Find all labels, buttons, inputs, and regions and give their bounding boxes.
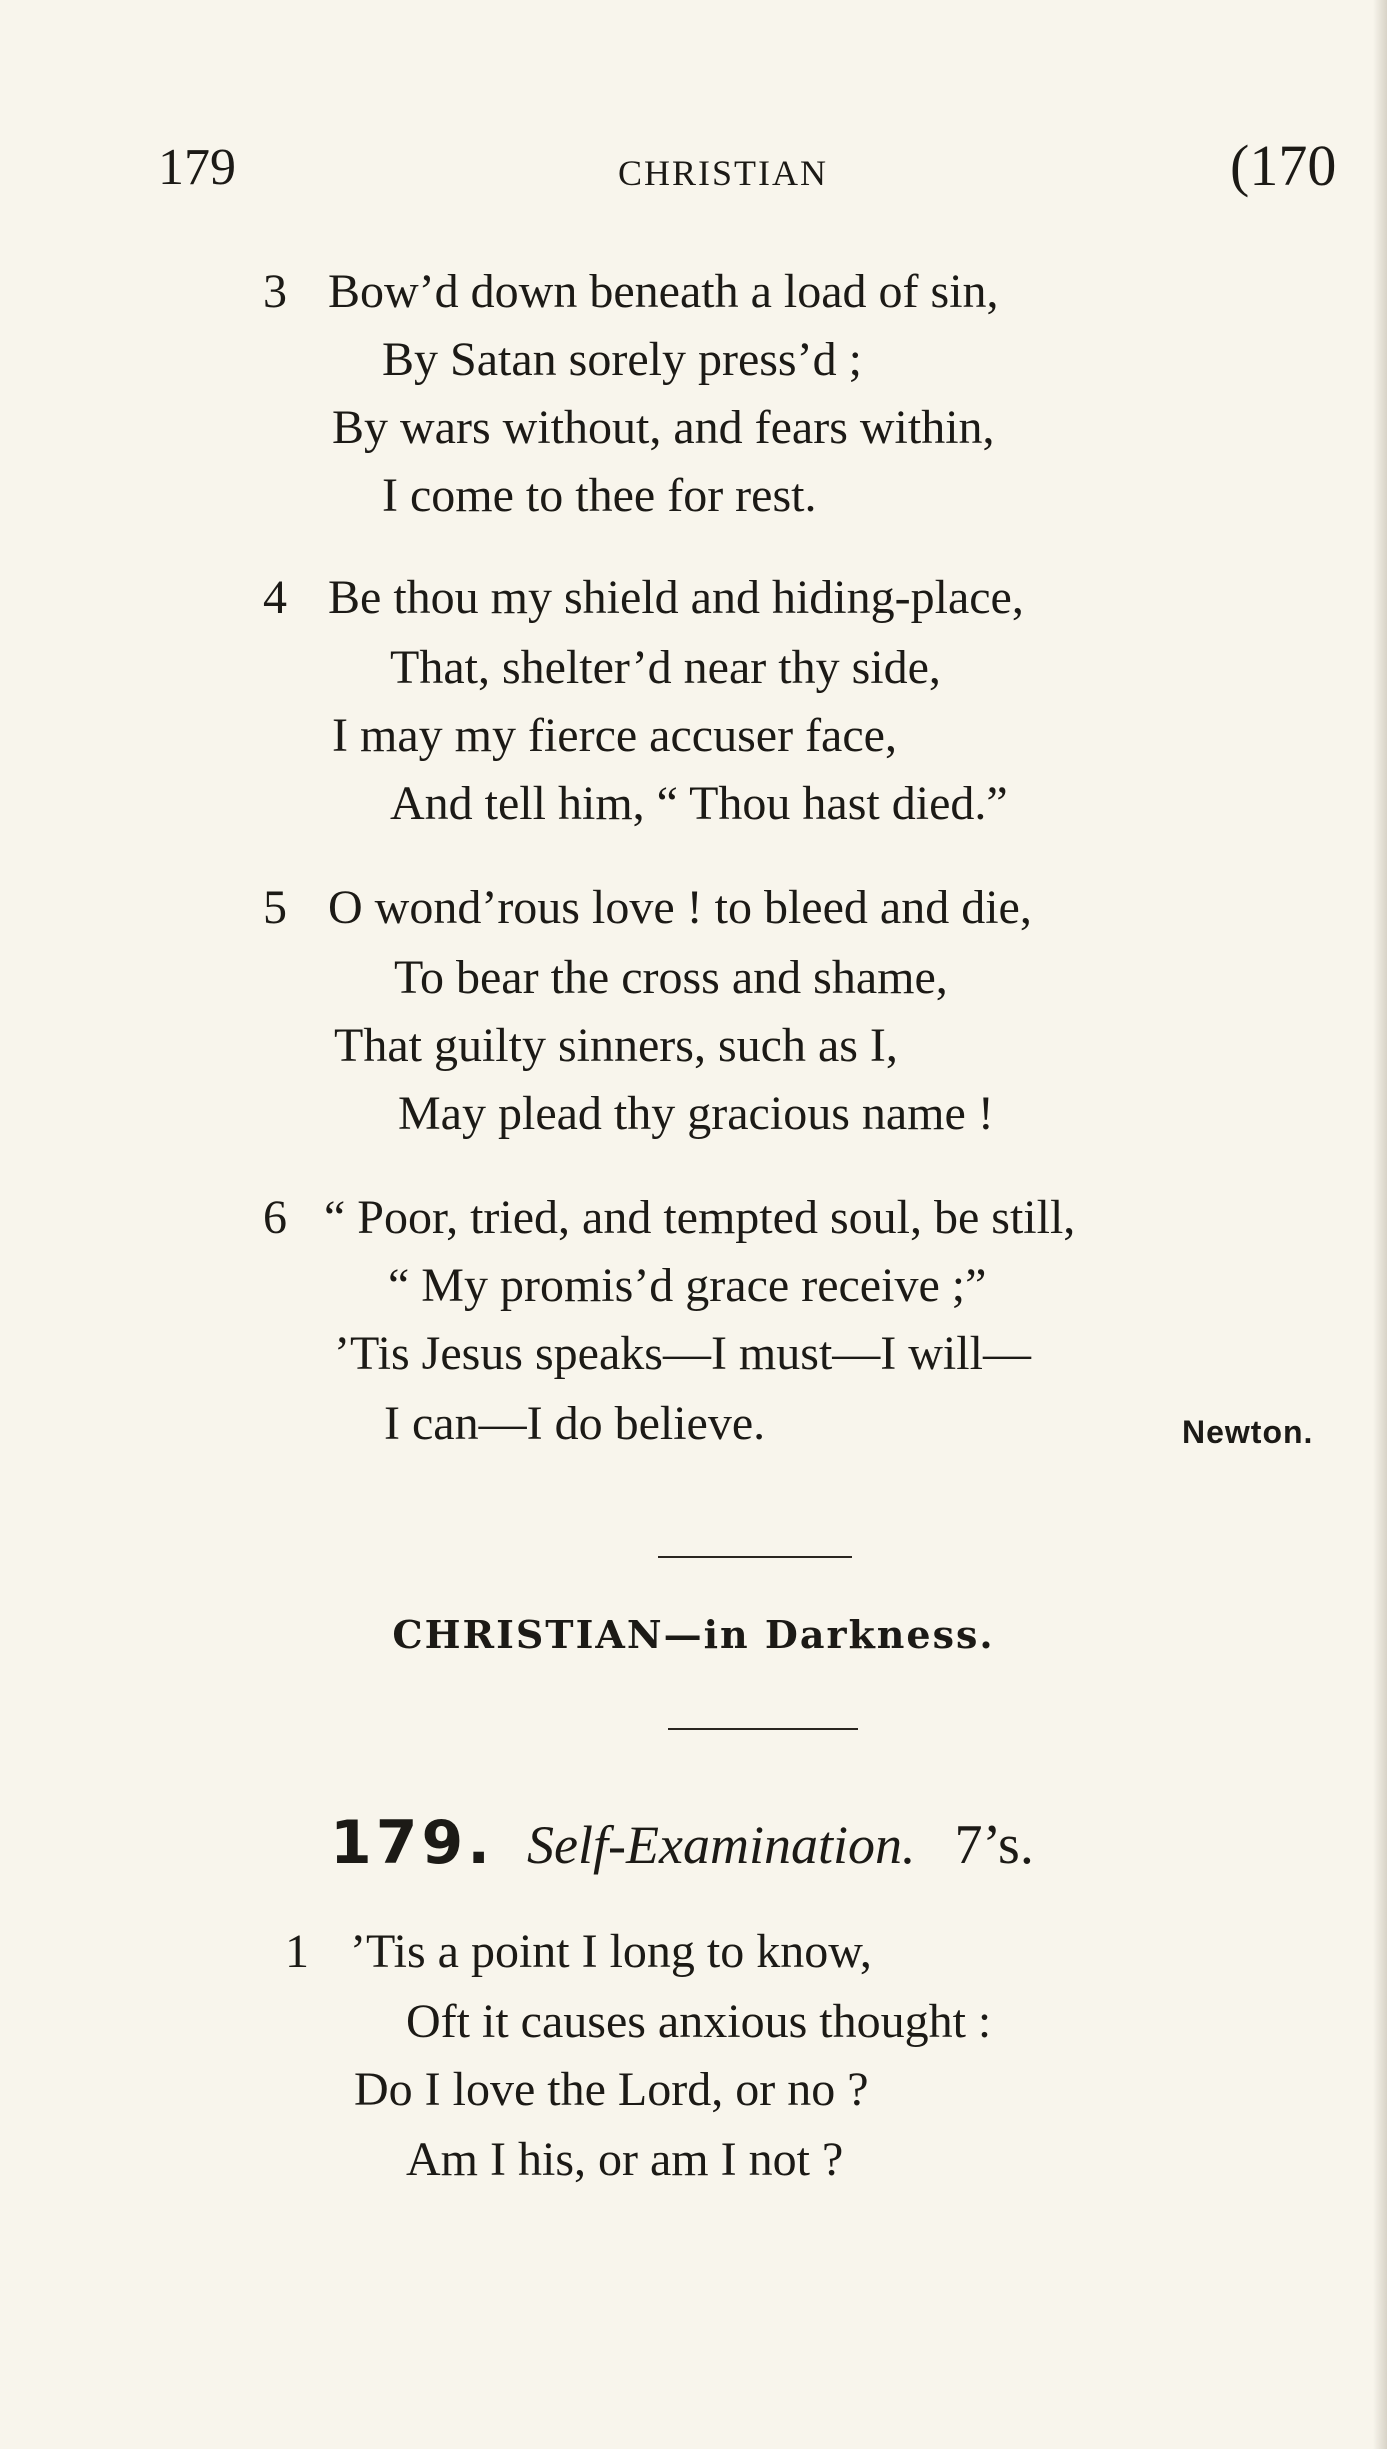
section-heading: CHRISTIAN—in Darkness. <box>392 1612 995 1657</box>
hymn-meter: 7’s. <box>954 1814 1034 1876</box>
hymn-reference: (170 <box>1230 133 1337 198</box>
verse-line: Do I love the Lord, or no ? <box>354 2063 869 2116</box>
hymn-number: 179. <box>330 1808 495 1878</box>
verse-line: I come to thee for rest. <box>382 469 817 522</box>
verse-line: ’Tis a point I long to know, <box>350 1925 872 1978</box>
divider-rule <box>668 1728 858 1730</box>
verse-line: That, shelter’d near thy side, <box>390 641 941 694</box>
verse-line: Am I his, or am I not ? <box>406 2133 844 2186</box>
verse-line: To bear the cross and shame, <box>394 951 948 1004</box>
verse-number: 1 <box>285 1925 309 1978</box>
verse-line: ’Tis Jesus speaks—I must—I will— <box>334 1327 1031 1380</box>
verse-number: 3 <box>263 265 287 318</box>
verse-line: By wars without, and fears within, <box>332 401 995 454</box>
verse-number: 5 <box>263 881 287 934</box>
verse-line: Oft it causes anxious thought : <box>406 1995 992 2048</box>
verse-line: By Satan sorely press’d ; <box>382 333 862 386</box>
verse-number: 6 <box>263 1191 287 1244</box>
verse-line: I can—I do believe. <box>384 1397 766 1450</box>
hymn-name: Self-Examination. <box>527 1815 916 1875</box>
verse-line: That guilty sinners, such as I, <box>334 1019 898 1072</box>
verse-line: O wond’rous love ! to bleed and die, <box>328 881 1032 934</box>
hymn-title <box>330 1808 1034 1878</box>
divider-rule <box>658 1556 852 1558</box>
running-title: CHRISTIAN <box>618 153 829 193</box>
verse-line: May plead thy gracious name ! <box>398 1087 994 1140</box>
page-header <box>0 133 1387 208</box>
verse-line: “ My promis’d grace receive ;” <box>388 1259 987 1312</box>
verse-line: I may my fierce accuser face, <box>332 709 897 762</box>
page-edge-shadow <box>1373 0 1387 2449</box>
author-attribution: Newton. <box>1182 1414 1314 1450</box>
verse-number: 4 <box>263 571 287 624</box>
verse-line: “ Poor, tried, and tempted soul, be still, <box>324 1191 1076 1244</box>
verse-line: Be thou my shield and hiding-place, <box>328 571 1024 624</box>
verse-line: Bow’d down beneath a load of sin, <box>328 265 999 318</box>
verse-line: And tell him, “ Thou hast died.” <box>390 777 1008 830</box>
page-number: 179 <box>158 139 236 196</box>
